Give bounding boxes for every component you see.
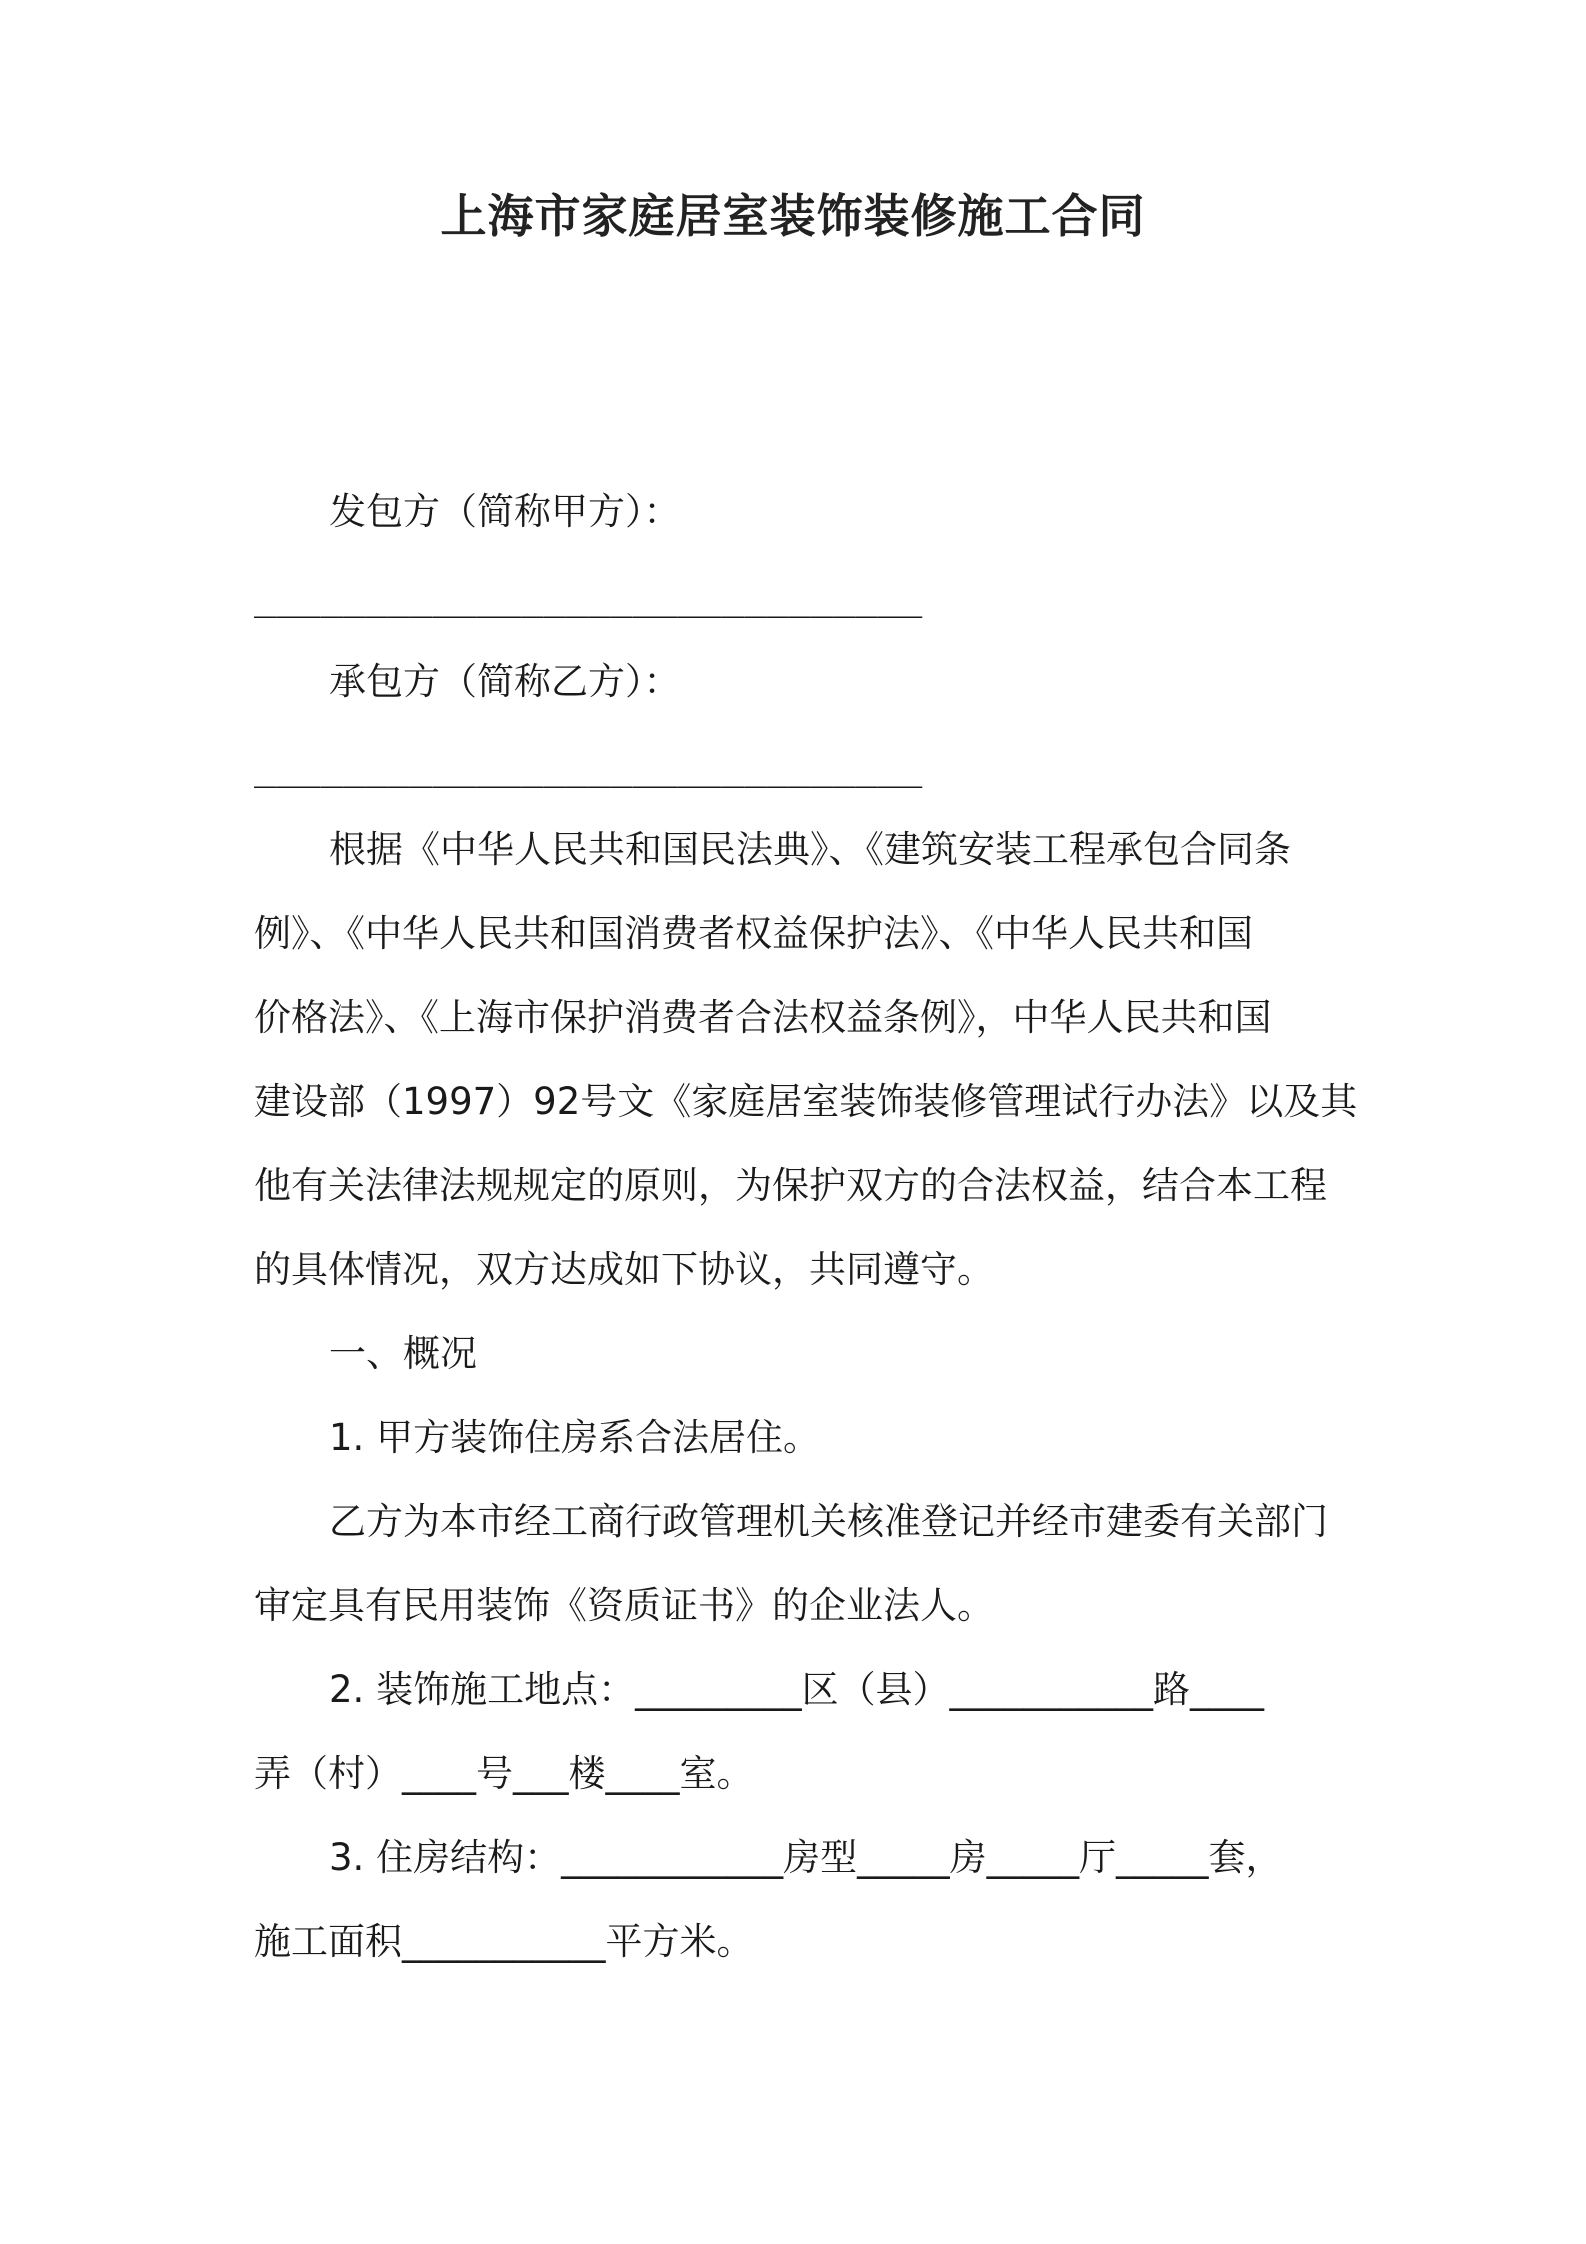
party-a-label: 发包方（简称甲方）： [329, 490, 681, 533]
item-1: 1. 甲方装饰住房系合法居住。 [329, 1416, 821, 1459]
party-a-blank: ______________________________ [254, 575, 923, 618]
preamble-line: 建设部（1997）92号文《家庭居室装饰装修管理试行办法》以及其 [254, 1080, 1358, 1123]
preamble-line: 他有关法律法规规定的原则，为保护双方的合法权益，结合本工程 [254, 1164, 1327, 1207]
preamble-line: 根据《中华人民共和国民法典》、《建筑安装工程承包合同条 [329, 828, 1291, 871]
item-line: 乙方为本市经工商行政管理机关核准登记并经市建委有关部门 [329, 1500, 1328, 1543]
item-line: 2. 装饰施工地点：_________区（县）___________路____ [329, 1668, 1265, 1711]
item-line: 审定具有民用装饰《资质证书》的企业法人。 [254, 1584, 994, 1627]
party-b-label: 承包方（简称乙方）： [329, 660, 681, 703]
preamble-line: 价格法》、《上海市保护消费者合法权益条例》，中华人民共和国 [254, 996, 1272, 1039]
party-b-blank: ______________________________ [254, 745, 923, 788]
page-title: 上海市家庭居室装饰装修施工合同 [440, 189, 1146, 243]
item-line: 施工面积___________平方米。 [254, 1920, 754, 1963]
preamble-line: 的具体情况，双方达成如下协议，共同遵守。 [254, 1248, 994, 1291]
item-line: 3. 住房结构：____________房型_____房_____厅_____套， [329, 1836, 1283, 1879]
section-heading: 一、概况 [329, 1332, 477, 1375]
preamble-line: 例》、《中华人民共和国消费者权益保护法》、《中华人民共和国 [254, 912, 1253, 955]
item-line: 弄（村）____号___楼____室。 [254, 1752, 754, 1795]
